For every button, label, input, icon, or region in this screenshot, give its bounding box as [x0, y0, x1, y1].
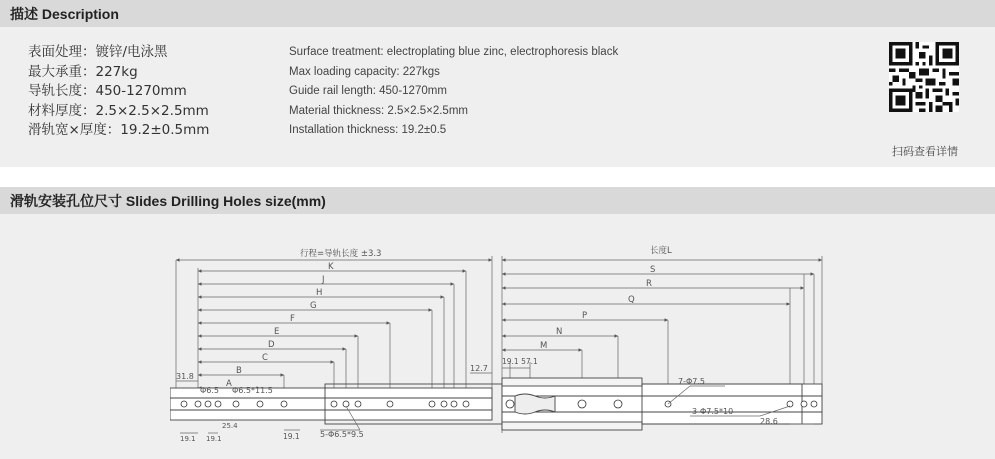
dim-e-label: E	[274, 327, 280, 337]
dim-d-label: D	[268, 340, 275, 350]
dim-19-1-b-label: 19.1	[206, 435, 222, 443]
spec-cn-thickness: 材料厚度：2.5×2.5×2.5mm	[28, 102, 209, 119]
spec-cn-width: 滑轨宽×厚度：19.2±0.5mm	[28, 122, 210, 138]
chinese-specs	[28, 43, 209, 141]
dim-25-4-label: 25.4	[222, 422, 238, 430]
dim-c-label: C	[262, 353, 268, 363]
dim-12-7-label: 12.7	[470, 364, 488, 373]
description-panel	[0, 27, 995, 167]
dim-k-label: K	[328, 262, 334, 272]
dim-g-label: G	[310, 301, 317, 311]
spec-en-thickness: Material thickness: 2.5×2.5×2.5mm	[289, 104, 468, 117]
qr-caption: 扫码查看详情	[892, 145, 958, 158]
holes-7-label: 7-Φ7.5	[678, 377, 705, 386]
spec-en-install: Installation thickness: 19.2±0.5	[289, 124, 447, 136]
description-title: 描述 Description	[10, 5, 119, 22]
dim-h-label: H	[316, 288, 323, 298]
dim-j-label: J	[322, 275, 325, 285]
spec-cn-load: 最大承重：227kg	[28, 63, 138, 80]
english-specs	[289, 43, 618, 141]
dim-b-label: B	[236, 366, 242, 376]
spec-en-load: Max loading capacity: 227kgs	[289, 65, 440, 78]
holes-3-label: 3-Φ7.5*10	[692, 407, 734, 416]
spec-en-length: Guide rail length: 450-1270mm	[289, 85, 447, 97]
hole-slot-label: Φ6.5*11.5	[232, 386, 273, 395]
stroke-label: 行程=导轨长度 ±3.3	[300, 249, 382, 259]
dim-n-label: N	[556, 327, 563, 337]
spec-en-surface: Surface treatment: electroplating blue zinc, electrophoresis black	[289, 46, 619, 58]
dim-31-8-label: 31.8	[176, 372, 194, 381]
dim-19-1-c-label: 19.1	[283, 432, 300, 441]
qr-code-icon[interactable]	[889, 42, 959, 112]
dim-28-6-label: 28.6	[760, 417, 778, 426]
dim-p-label: P	[582, 311, 588, 321]
dim-19-1-a-label: 19.1	[180, 435, 196, 443]
dim-19-1-57-1-label: 19.1 57.1	[502, 357, 538, 366]
spec-cn-surface: 表面处理：镀锌/电泳黑	[28, 44, 168, 60]
dim-r-label: R	[646, 279, 652, 289]
dim-m-label: M	[540, 341, 548, 351]
holes-5-label: 5-Φ6.5*9.5	[320, 430, 364, 439]
dim-a-label: A	[226, 379, 232, 389]
hole-phi-label: Φ6.5	[200, 386, 220, 395]
drilling-holes-drawing	[170, 238, 830, 443]
drilling-header	[0, 187, 995, 214]
dim-f-label: F	[290, 314, 295, 324]
dim-s-label: S	[650, 265, 656, 275]
drilling-title: 滑轨安装孔位尺寸 Slides Drilling Holes size(mm)	[10, 192, 326, 209]
description-header	[0, 0, 995, 27]
dim-q-label: Q	[628, 295, 635, 305]
length-label: 长度L	[650, 246, 672, 256]
spec-cn-length: 导轨长度：450-1270mm	[28, 83, 187, 99]
